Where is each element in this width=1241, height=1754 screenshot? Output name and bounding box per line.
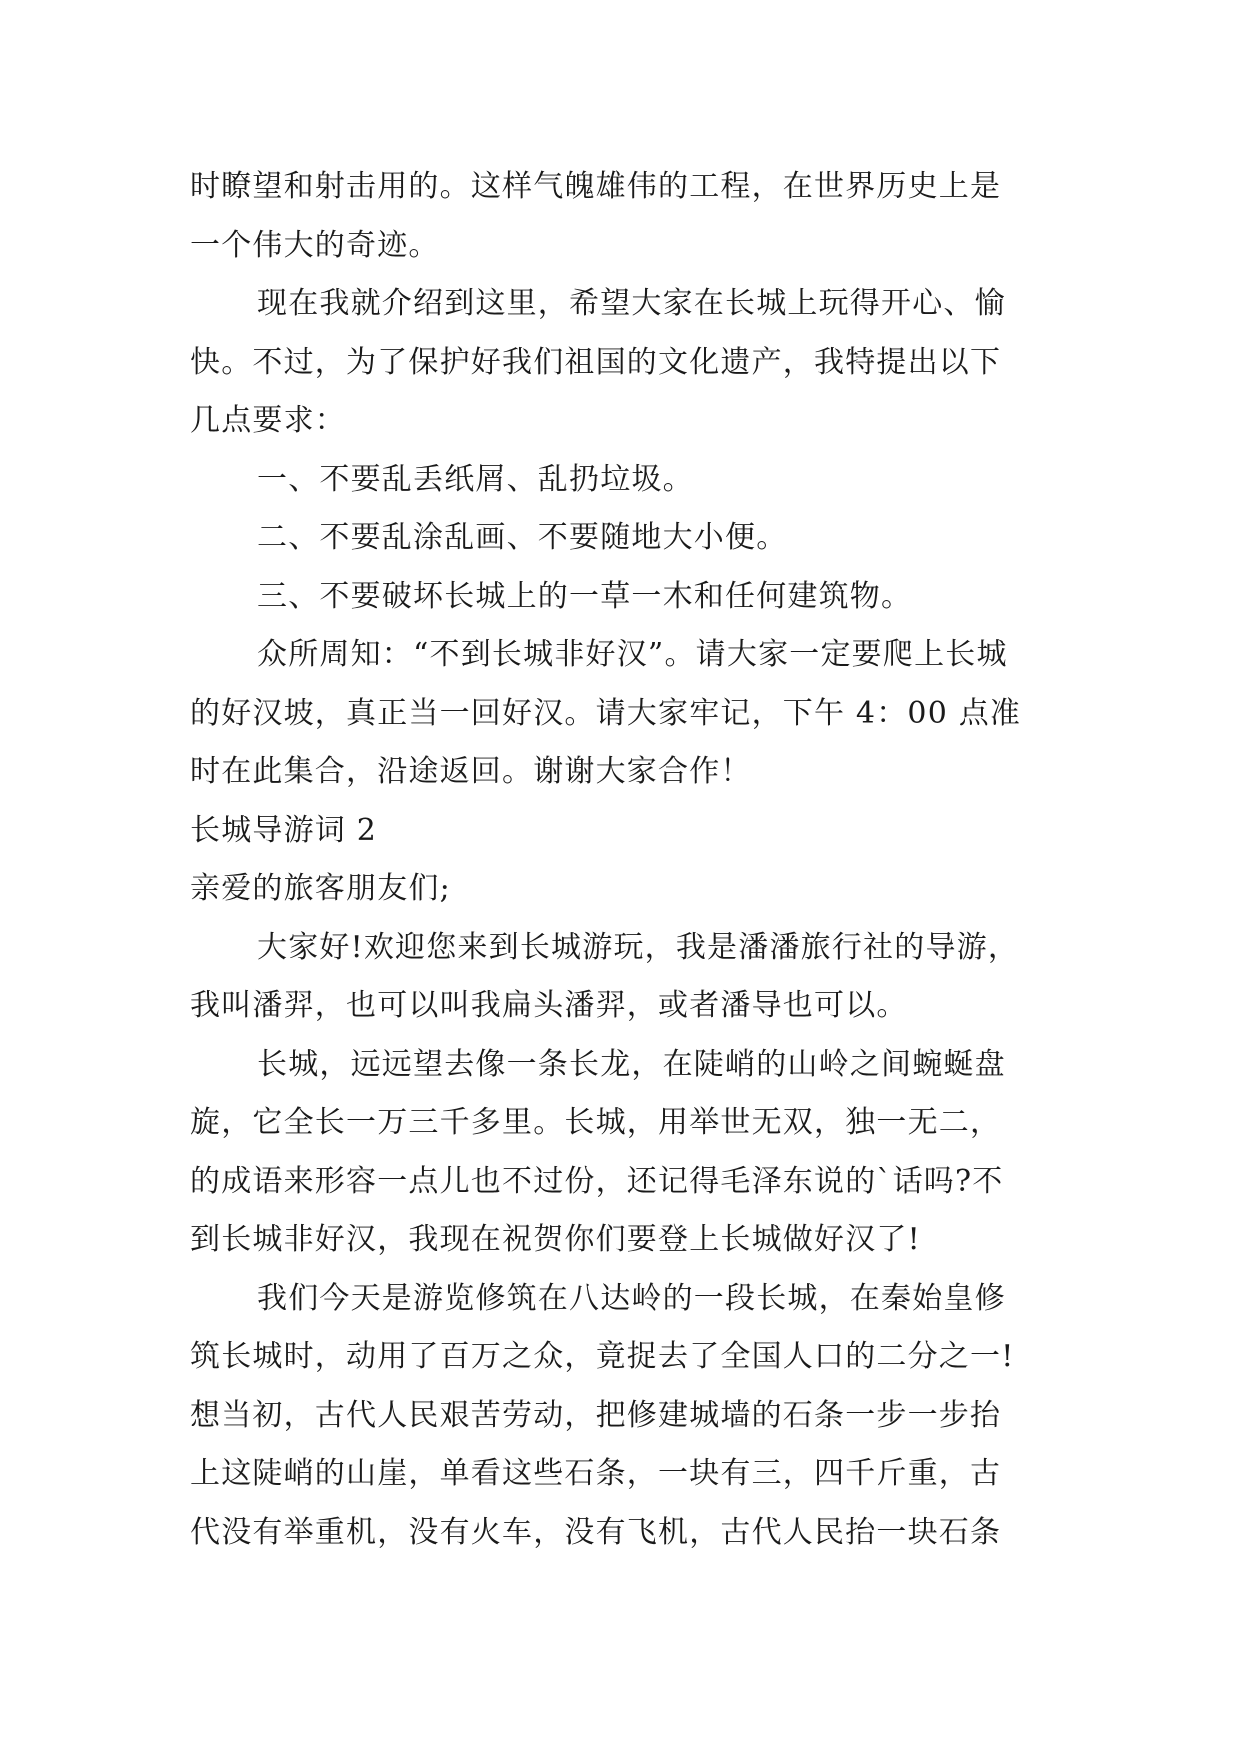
paragraph-start-line: 众所周知：“不到长城非好汉”。请大家一定要爬上长城 xyxy=(257,637,1008,672)
text-line: 的成语来形容一点儿也不过份，还记得毛泽东说的`话吗?不 xyxy=(190,1163,1004,1199)
text-line: 时瞭望和射击用的。这样气魄雄伟的工程，在世界历史上是 xyxy=(190,169,1002,204)
text-line: 代没有举重机，没有火车，没有飞机，古代人民抬一块石条 xyxy=(190,1514,1002,1550)
text-line: 旋，它全长一万三千多里。长城，用举世无双，独一无二， xyxy=(190,1105,1002,1140)
text-line: 一个伟大的奇迹。 xyxy=(190,227,440,263)
text-line: 筑长城时，动用了百万之众，竟捉去了全国人口的二分之一! xyxy=(190,1339,1015,1374)
text-line: 我叫潘羿，也可以叫我扁头潘羿，或者潘导也可以。 xyxy=(190,988,908,1023)
salutation: 亲爱的旅客朋友们; xyxy=(190,871,451,906)
section-title: 长城导游词 2 xyxy=(190,812,378,848)
text-line: 的好汉坡，真正当一回好汉。请大家牢记，下午 4：00 点准 xyxy=(190,695,1022,731)
paragraph-start-line: 我们今天是游览修筑在八达岭的一段长城，在秦始皇修 xyxy=(257,1280,1006,1316)
list-item-1: 一、不要乱丢纸屑、乱扔垃圾。 xyxy=(257,461,694,497)
list-item-3: 三、不要破坏长城上的一草一木和任何建筑物。 xyxy=(257,578,913,614)
text-line: 想当初，古代人民艰苦劳动，把修建城墙的石条一步一步抬 xyxy=(190,1397,1002,1433)
text-line: 时在此集合，沿途返回。谢谢大家合作！ xyxy=(190,754,752,789)
list-item-2: 二、不要乱涂乱画、不要随地大小便。 xyxy=(257,520,788,555)
text-line: 几点要求： xyxy=(190,403,346,438)
paragraph-start-line: 大家好!欢迎您来到长城游玩，我是潘潘旅行社的导游， xyxy=(257,929,1020,965)
text-line: 快。不过，为了保护好我们祖国的文化遗产，我特提出以下 xyxy=(190,344,1002,380)
paragraph-start-line: 现在我就介绍到这里，希望大家在长城上玩得开心、愉 xyxy=(257,286,1006,321)
paragraph-start-line: 长城，远远望去像一条长龙，在陡峭的山岭之间蜿蜒盘 xyxy=(257,1046,1006,1082)
document-body xyxy=(190,158,1052,1562)
text-line: 到长城非好汉，我现在祝贺你们要登上长城做好汉了! xyxy=(190,1222,921,1257)
text-line: 上这陡峭的山崖，单看这些石条，一块有三，四千斤重，古 xyxy=(190,1456,1002,1491)
